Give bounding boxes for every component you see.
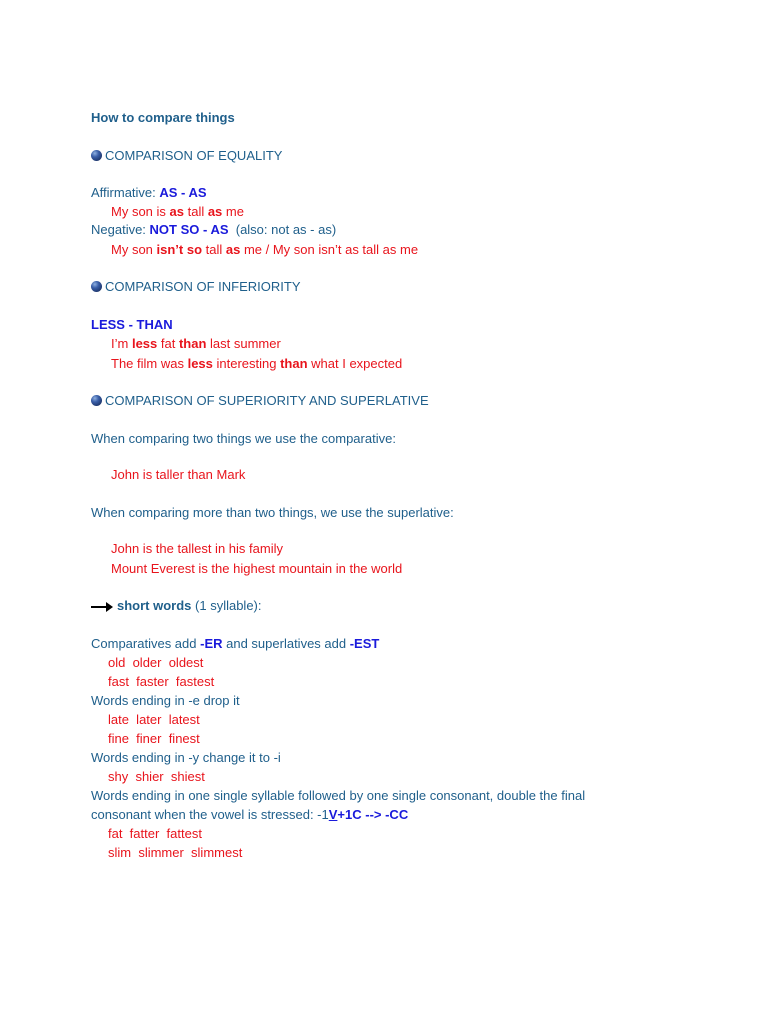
section-heading-equality: COMPARISON OF EQUALITY (91, 148, 282, 164)
rule-double-consonant-2: consonant when the vowel is stressed: -1V+1C --> -CC (91, 807, 409, 822)
bullet-icon (91, 281, 102, 292)
example-affirmative: My son is as tall as me (111, 204, 244, 219)
page-title: How to compare things (91, 110, 235, 125)
example-shy: shy shier shiest (108, 769, 205, 784)
rule-double-consonant-1: Words ending in one single syllable followed by one single consonant, double the final (91, 788, 586, 803)
arrow-right-icon (91, 602, 113, 612)
example-fat: fat fatter fattest (108, 826, 202, 841)
example-negative: My son isn’t so tall as me / My son isn’t as tall as me (111, 242, 419, 257)
rule-affirmative: Affirmative: AS - AS (91, 185, 207, 200)
superlative-example-1: John is the tallest in his family (111, 541, 283, 556)
section-heading-inferiority: COMPARISON OF INFERIORITY (91, 279, 301, 295)
bullet-icon (91, 395, 102, 406)
example-fast: fast faster fastest (108, 674, 215, 689)
example-old: old older oldest (108, 655, 204, 670)
example-fine: fine finer finest (108, 731, 200, 746)
rule-y-to-i: Words ending in -y change it to -i (91, 750, 281, 765)
short-words-heading: short words (1 syllable): (91, 598, 261, 614)
rule-negative: Negative: NOT SO - AS (also: not as - as) (91, 222, 337, 237)
example-inferiority-2: The film was less interesting than what I expected (111, 356, 403, 371)
comparative-example: John is taller than Mark (111, 467, 246, 482)
rule-less-than: LESS - THAN (91, 317, 173, 332)
rule-drop-e: Words ending in -e drop it (91, 693, 240, 708)
example-slim: slim slimmer slimmest (108, 845, 243, 860)
example-inferiority-1: I’m less fat than last summer (111, 336, 281, 351)
comparative-intro: When comparing two things we use the comparative: (91, 431, 396, 446)
rule-er-est: Comparatives add -ER and superlatives add -EST (91, 636, 380, 651)
section-heading-superiority: COMPARISON OF SUPERIORITY AND SUPERLATIVE (91, 393, 429, 409)
example-late: late later latest (108, 712, 200, 727)
superlative-intro: When comparing more than two things, we use the superlative: (91, 505, 454, 520)
bullet-icon (91, 150, 102, 161)
superlative-example-2: Mount Everest is the highest mountain in the world (111, 561, 403, 576)
